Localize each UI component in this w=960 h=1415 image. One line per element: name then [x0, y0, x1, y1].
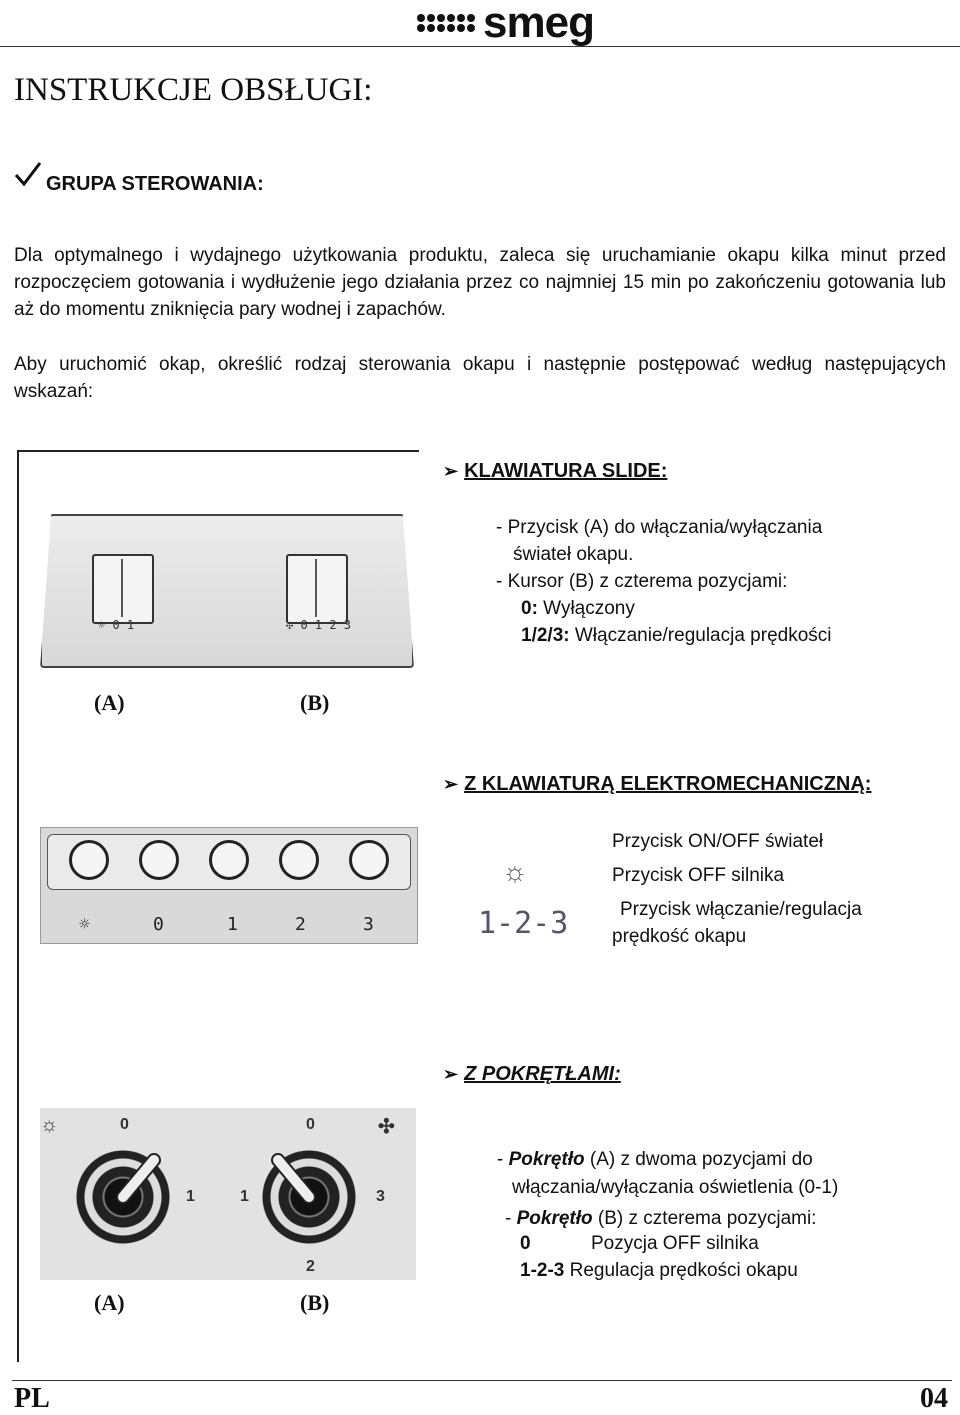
- em-line-3: Przycisk włączanie/regulacja: [620, 899, 862, 920]
- knob-line-1-rest: (A) z dwoma pozycjami do: [584, 1149, 813, 1170]
- intro-paragraph: Dla optymalnego i wydajnego użytkowania produktu, zaleca się uruchamianie okapu kilka minut przed rozpoczęciem gotowania i wydłużenie jego działania przez co najmniej 15 min po zakończeniu gotowania lub aż do momentu zniknięcia pary wodnej i zapachów.: [14, 245, 946, 320]
- em-line-1: Przycisk ON/OFF świateł: [612, 831, 824, 852]
- slide-line-4-key: 1/2/3:: [521, 625, 570, 646]
- light-icon: ☼: [79, 914, 90, 935]
- slide-line-3: [521, 595, 635, 622]
- knob-b-pointer: [262, 1150, 356, 1244]
- knob-line-3-val: Pozycja OFF silnika: [591, 1233, 759, 1254]
- knob-label-b: (B): [300, 1290, 330, 1315]
- em-button-2: [279, 840, 319, 880]
- knob-line-4-key: 1-2-3: [520, 1260, 565, 1281]
- slide-line-1: - Przycisk (A) do włączania/wyłączania: [496, 517, 823, 538]
- chevron-right-icon: ➢: [443, 1064, 459, 1084]
- slide-heading: KLAWIATURA SLIDE:: [464, 460, 668, 482]
- page-title: INSTRUKCJE OBSŁUGI:: [14, 72, 373, 108]
- em-keyboard-illustration: [40, 827, 418, 944]
- knob-line-3-key: 0: [520, 1233, 531, 1254]
- slider-b: [286, 554, 348, 624]
- em-label-2: 2: [295, 914, 306, 935]
- knob-line-1-prefix: -: [497, 1149, 509, 1170]
- em-button-1: [209, 840, 249, 880]
- logo-dots: [417, 14, 475, 32]
- knobs-heading-row: [443, 1063, 621, 1086]
- section-heading: GRUPA STEROWANIA:: [46, 173, 264, 195]
- footer-language: PL: [14, 1383, 50, 1414]
- slider-b-scale: ✣ 0 1 2 3: [286, 618, 352, 632]
- knob-line-4-val: Regulacja prędkości okapu: [564, 1260, 798, 1281]
- knob-b-zero: 0: [306, 1116, 315, 1133]
- chevron-right-icon: ➢: [443, 461, 459, 481]
- knob-b-two: 2: [306, 1258, 315, 1275]
- slide-line-4: [521, 622, 832, 649]
- footer-divider: [12, 1380, 952, 1381]
- knob-b-three: 3: [376, 1188, 385, 1205]
- knob-line-2-rest: (B) z czterema pozycjami:: [592, 1208, 817, 1229]
- header-divider: [0, 46, 960, 47]
- light-icon: ☼: [40, 1114, 59, 1136]
- knob-line-2: [505, 1205, 816, 1232]
- speed-sequence-label: 1-2-3: [478, 906, 569, 941]
- knob-line-3: [520, 1230, 531, 1257]
- chevron-right-icon: ➢: [443, 774, 459, 794]
- knob-line-1-em: Pokrętło: [508, 1149, 585, 1170]
- slide-line-3-val: Wyłączony: [537, 598, 635, 619]
- knob-label-a: (A): [94, 1290, 125, 1315]
- slide-line-1b: świateł okapu.: [513, 544, 634, 565]
- logo-wordmark: smeg: [483, 0, 594, 47]
- knob-a-pointer: [76, 1150, 170, 1244]
- knob-line-2-prefix: -: [505, 1208, 517, 1229]
- em-label-1: 1: [227, 914, 238, 935]
- slider-a-scale: ☼ 0 1: [98, 618, 135, 632]
- instruction-paragraph: Aby uruchomić okap, określić rodzaj sterowania okapu i następnie postępować według następujących wskazań:: [14, 354, 946, 402]
- label-a: (A): [94, 690, 125, 715]
- em-line-2: Przycisk OFF silnika: [612, 865, 785, 886]
- em-button-light: [69, 840, 109, 880]
- knobs-heading: Z POKRĘTŁAMI:: [464, 1063, 621, 1085]
- slide-keyboard-illustration: [40, 514, 420, 674]
- slide-line-3-key: 0:: [521, 598, 538, 619]
- em-heading: Z KLAWIATURĄ ELEKTROMECHANICZNĄ:: [464, 773, 872, 795]
- knobs-illustration: [40, 1108, 416, 1280]
- label-b: (B): [300, 690, 330, 715]
- em-button-3: [349, 840, 389, 880]
- slider-a: [92, 554, 154, 624]
- em-heading-row: [443, 773, 871, 796]
- slide-heading-row: [443, 460, 667, 483]
- knob-line-4: [520, 1257, 798, 1284]
- knob-a-one: 1: [186, 1188, 195, 1205]
- slide-line-4-val: Włączanie/regulacja prędkości: [569, 625, 832, 646]
- em-label-0: 0: [153, 914, 164, 935]
- knob-a-zero: 0: [120, 1116, 129, 1133]
- slide-line-2: - Kursor (B) z czterema pozycjami:: [496, 571, 788, 592]
- checkmark-icon: [14, 160, 42, 188]
- em-label-3: 3: [363, 914, 374, 935]
- knob-line-2-em: Pokrętło: [516, 1208, 593, 1229]
- knob-b-one: 1: [240, 1188, 249, 1205]
- footer-page-number: 04: [920, 1383, 948, 1414]
- knob-line-1: [497, 1146, 813, 1173]
- knob-line-1b: włączania/wyłączania oświetlenia (0-1): [512, 1177, 839, 1198]
- smeg-logo: [417, 0, 594, 47]
- em-button-0: [139, 840, 179, 880]
- em-line-3b: prędkość okapu: [612, 926, 747, 947]
- fan-icon: ✣: [378, 1116, 395, 1138]
- light-icon: ☼: [502, 856, 528, 887]
